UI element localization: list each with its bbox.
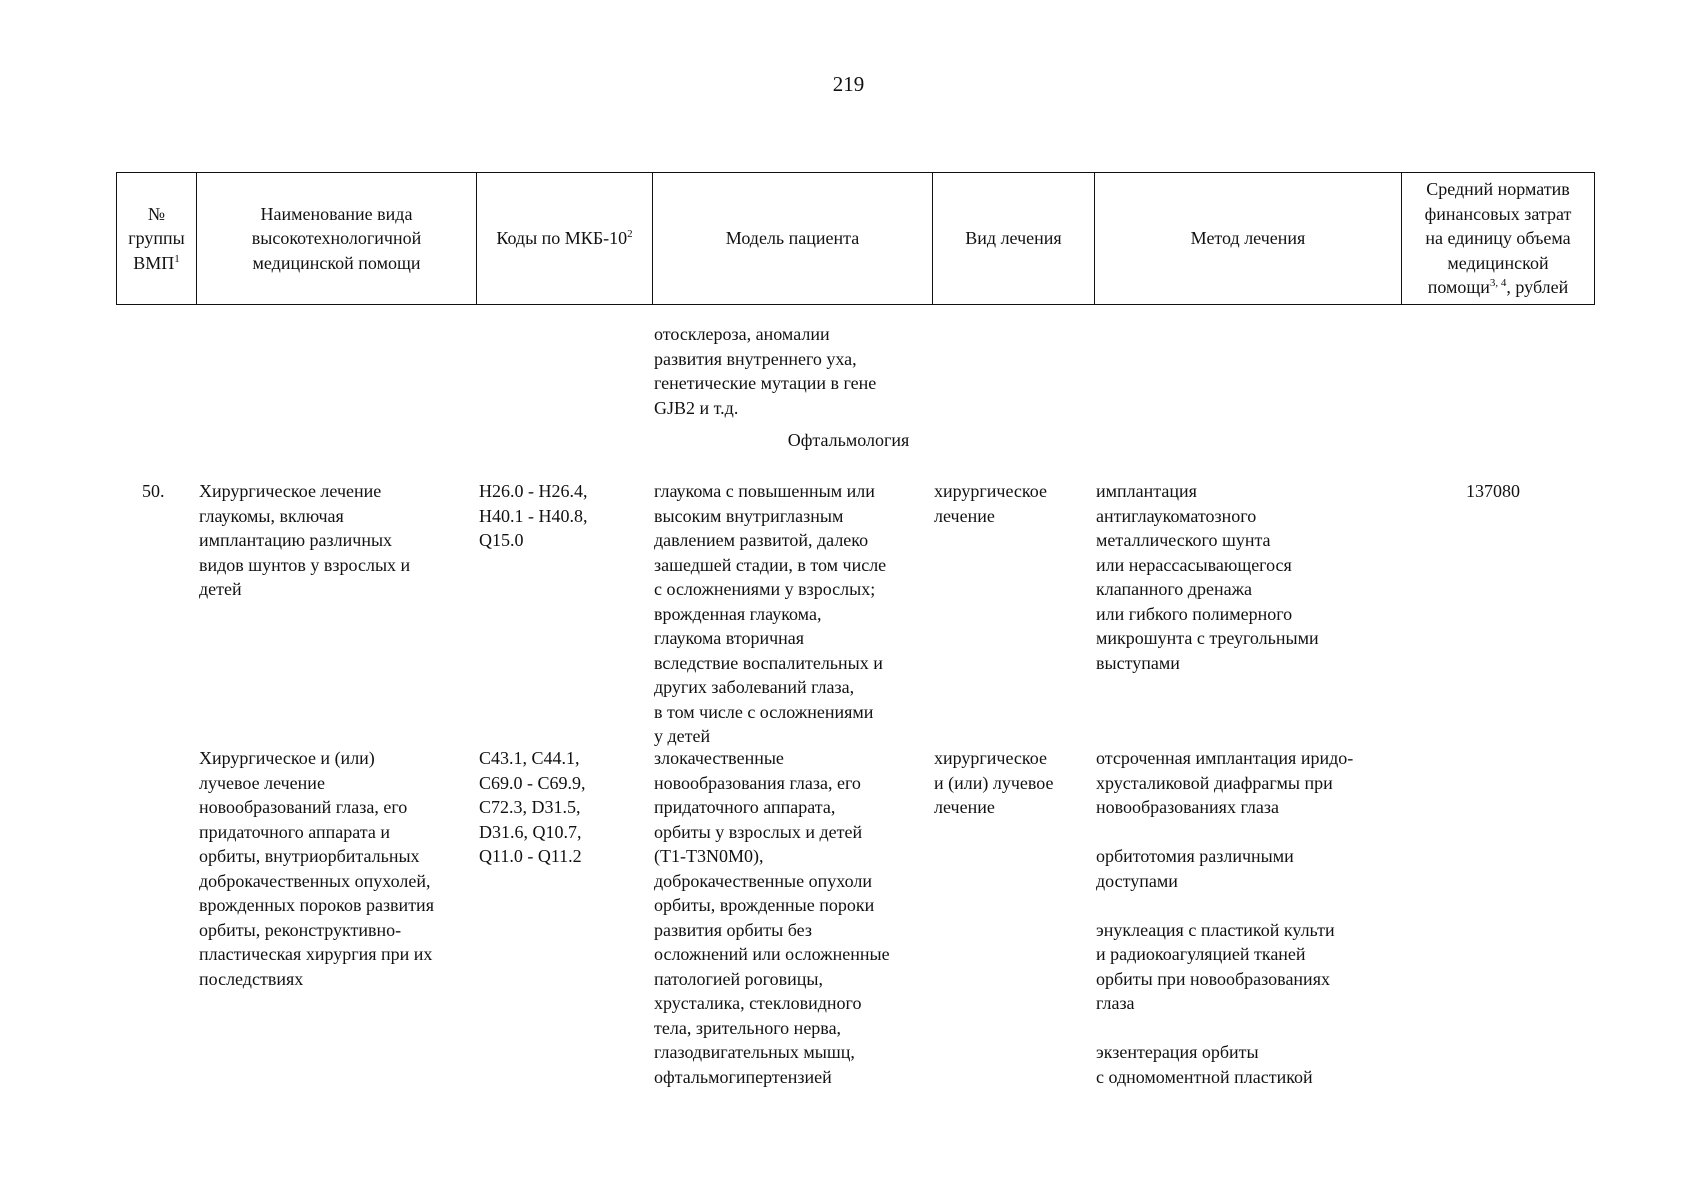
page-number: 219 <box>832 72 865 96</box>
row-number: 50. <box>142 481 165 501</box>
row-patient-model: глаукома с повышенным или высоким внутриглазным давлением развитой, далеко зашедшей стадии, в том числе с осложнениями у взрослых; врожденная глаукома, глаукома вторичная вследствие воспалительных и других заболеваний глаза, в том числе с осложнениями у детей <box>654 481 887 746</box>
header-treatment-type: Вид лечения <box>933 173 1095 305</box>
row-icd-codes: C43.1, C44.1, C69.0 - C69.9, C72.3, D31.5, D31.6, Q10.7, Q11.0 - Q11.2 <box>479 748 586 866</box>
row-treatment-method: отсроченная имплантация иридо- хрусталиковой диафрагмы при новообразованиях глаза орбитотомия различными доступами энуклеация с пластикой культи и радиокоагуляцией тканей орбиты при новообразованиях глаза экзентерация орбиты с одномоментной пластикой <box>1096 748 1354 1087</box>
header-patient-model: Модель пациента <box>653 173 933 305</box>
header-care-type: Наименование вида высокотехнологичной медицинской помощи <box>197 173 477 305</box>
header-cost: Средний норматив финансовых затрат на единицу объема медицинской помощи$^{3, 4}$, рублей <box>1402 173 1595 305</box>
header-group-number: № группы ВМП$^1$ <box>117 173 197 305</box>
header-icd-codes: Коды по МКБ-$10^2$ <box>477 173 653 305</box>
table-header <box>116 172 1595 305</box>
continuation-patient-model: отосклероза, аномалии развития внутреннего уха, генетические мутации в гене GJB2 и т.д. <box>654 324 877 418</box>
row-care-name: Хирургическое лечение глаукомы, включая имплантацию различных видов шунтов у взрослых и детей <box>199 481 411 599</box>
row-patient-model: злокачественные новообразования глаза, его придаточного аппарата, орбиты у взрослых и детей (T1-T3N0M0), доброкачественные опухоли орбиты, врожденные пороки развития орбиты без осложнений или осложненные патологией роговицы, хрусталика, стекловидного тела, зрительного нерва, глазодвигательных мышц, офтальмогипертензией <box>654 748 890 1087</box>
row-care-name: Хирургическое и (или) лучевое лечение новообразований глаза, его придаточного аппарата и орбиты, внутриорбитальных доброкачественных опухолей, врожденных пороков развития орбиты, реконструктивно- пластическая хирургия при их последствиях <box>199 748 434 989</box>
row-treatment-type: хирургическое лечение <box>934 481 1047 526</box>
header-treatment-method: Метод лечения <box>1095 173 1402 305</box>
section-title: Офтальмология <box>787 430 910 450</box>
row-cost: 137080 <box>1466 481 1520 501</box>
row-icd-codes: H26.0 - H26.4, H40.1 - H40.8, Q15.0 <box>479 481 588 550</box>
row-treatment-type: хирургическое и (или) лучевое лечение <box>934 748 1054 817</box>
row-treatment-method: имплантация антиглаукоматозного металлического шунта или нерассасывающегося клапанного дренажа или гибкого полимерного микрошунта с треугольными выступами <box>1096 481 1319 673</box>
